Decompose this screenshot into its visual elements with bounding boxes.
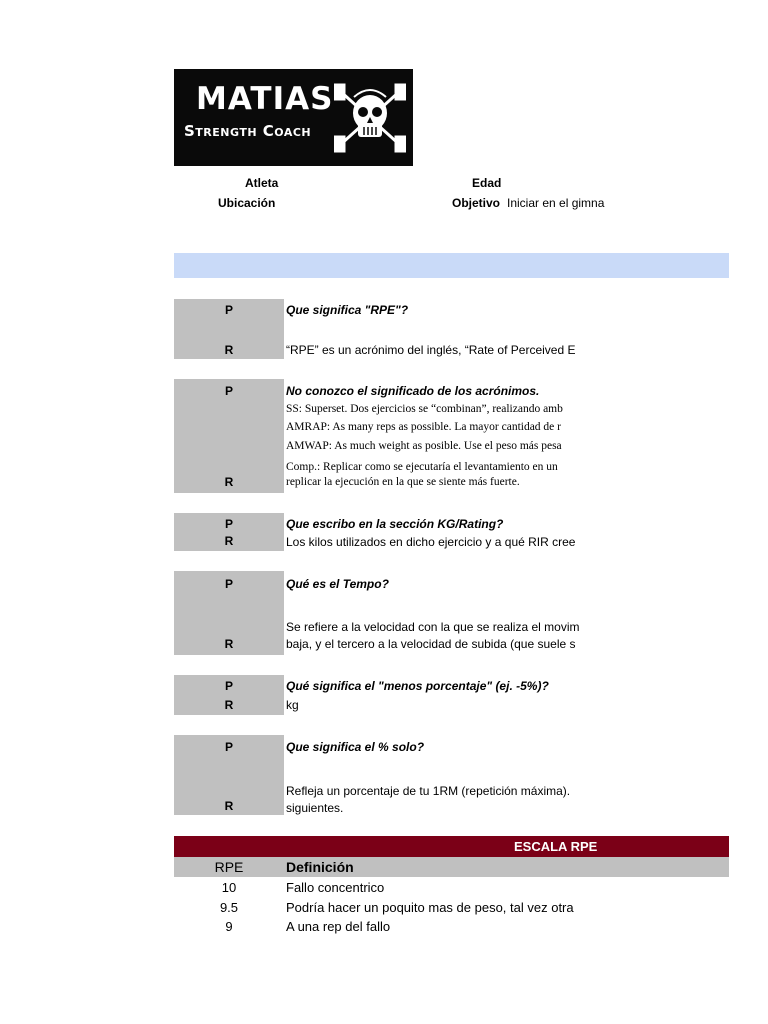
faq-answer-line: baja, y el tercero a la velocidad de subida (que suele s <box>286 637 576 651</box>
r-letter: R <box>224 475 234 489</box>
rpe-column-header: RPE <box>214 859 244 875</box>
faq-answer-line: Se refiere a la velocidad con la que se realiza el movim <box>286 620 580 634</box>
faq-answer-line: siguientes. <box>286 801 344 815</box>
rpe-value: 10 <box>221 880 237 895</box>
faq-answer-line: AMRAP: As many reps as possible. La mayor cantidad de r <box>286 421 561 433</box>
faq-answer-line: kg <box>286 698 299 712</box>
r-letter: R <box>224 534 234 548</box>
faq-answer-line: Comp.: Replicar como se ejecutaría el levantamiento en un <box>286 461 558 473</box>
faq-question: Qué significa el "menos porcentaje" (ej. -5%)? <box>286 679 549 693</box>
faq-question: No conozco el significado de los acrónimos. <box>286 384 540 398</box>
faq-pr-cell <box>174 571 284 655</box>
objetivo-value: Iniciar en el gimna <box>507 196 605 210</box>
faq-question: Que significa el % solo? <box>286 740 425 754</box>
r-letter: R <box>224 343 234 357</box>
edad-label: Edad <box>472 176 502 190</box>
faq-question: Que significa "RPE"? <box>286 303 409 317</box>
p-letter: P <box>224 577 233 591</box>
faq-question: Que escribo en la sección KG/Rating? <box>286 517 504 531</box>
r-letter: R <box>224 799 234 813</box>
rpe-definition: A una rep del fallo <box>286 919 391 934</box>
definition-column-header: Definición <box>286 859 354 875</box>
logo-name: MATIAS <box>196 81 334 117</box>
rpe-scale-header <box>174 836 729 857</box>
faq-question: Qué es el Tempo? <box>286 577 389 591</box>
rpe-definition: Fallo concentrico <box>286 880 385 895</box>
p-letter: P <box>224 303 233 317</box>
faq-answer-line: SS: Superset. Dos ejercicios se “combinan”, realizando amb <box>286 403 563 415</box>
faq-pr-cell <box>174 299 284 359</box>
rpe-value: 9 <box>225 919 233 934</box>
faq-answer-line: Refleja un porcentaje de tu 1RM (repetición máxima). <box>286 784 571 798</box>
r-letter: R <box>224 637 234 651</box>
p-letter: P <box>224 740 233 754</box>
objetivo-label: Objetivo <box>452 196 501 210</box>
p-letter: P <box>224 384 233 398</box>
rpe-scale-title: ESCALA RPE <box>514 839 598 854</box>
skull-emblem-icon <box>334 79 406 155</box>
rpe-definition: Podría hacer un poquito mas de peso, tal vez otra <box>286 900 574 915</box>
section-band <box>174 253 729 278</box>
logo-subtitle: Strength Coach <box>184 122 312 140</box>
faq-pr-cell <box>174 513 284 551</box>
faq-pr-cell <box>174 735 284 815</box>
p-letter: P <box>224 679 233 693</box>
rpe-columns-header <box>174 857 729 877</box>
faq-answer-line: “RPE” es un acrónimo del inglés, “Rate of Perceived E <box>286 343 576 357</box>
faq-answer-line: Los kilos utilizados en dicho ejercicio y a qué RIR cree <box>286 535 576 549</box>
coach-logo <box>174 69 413 166</box>
atleta-label: Atleta <box>245 176 279 190</box>
rpe-value: 9.5 <box>219 900 239 915</box>
faq-pr-cell <box>174 379 284 493</box>
faq-pr-cell <box>174 675 284 715</box>
faq-answer-line: replicar la ejecución en la que se siente más fuerte. <box>286 476 520 488</box>
ubicacion-label: Ubicación <box>218 196 276 210</box>
faq-answer-line: AMWAP: As much weight as posible. Use el peso más pesa <box>286 440 562 452</box>
r-letter: R <box>224 698 234 712</box>
p-letter: P <box>224 517 233 531</box>
